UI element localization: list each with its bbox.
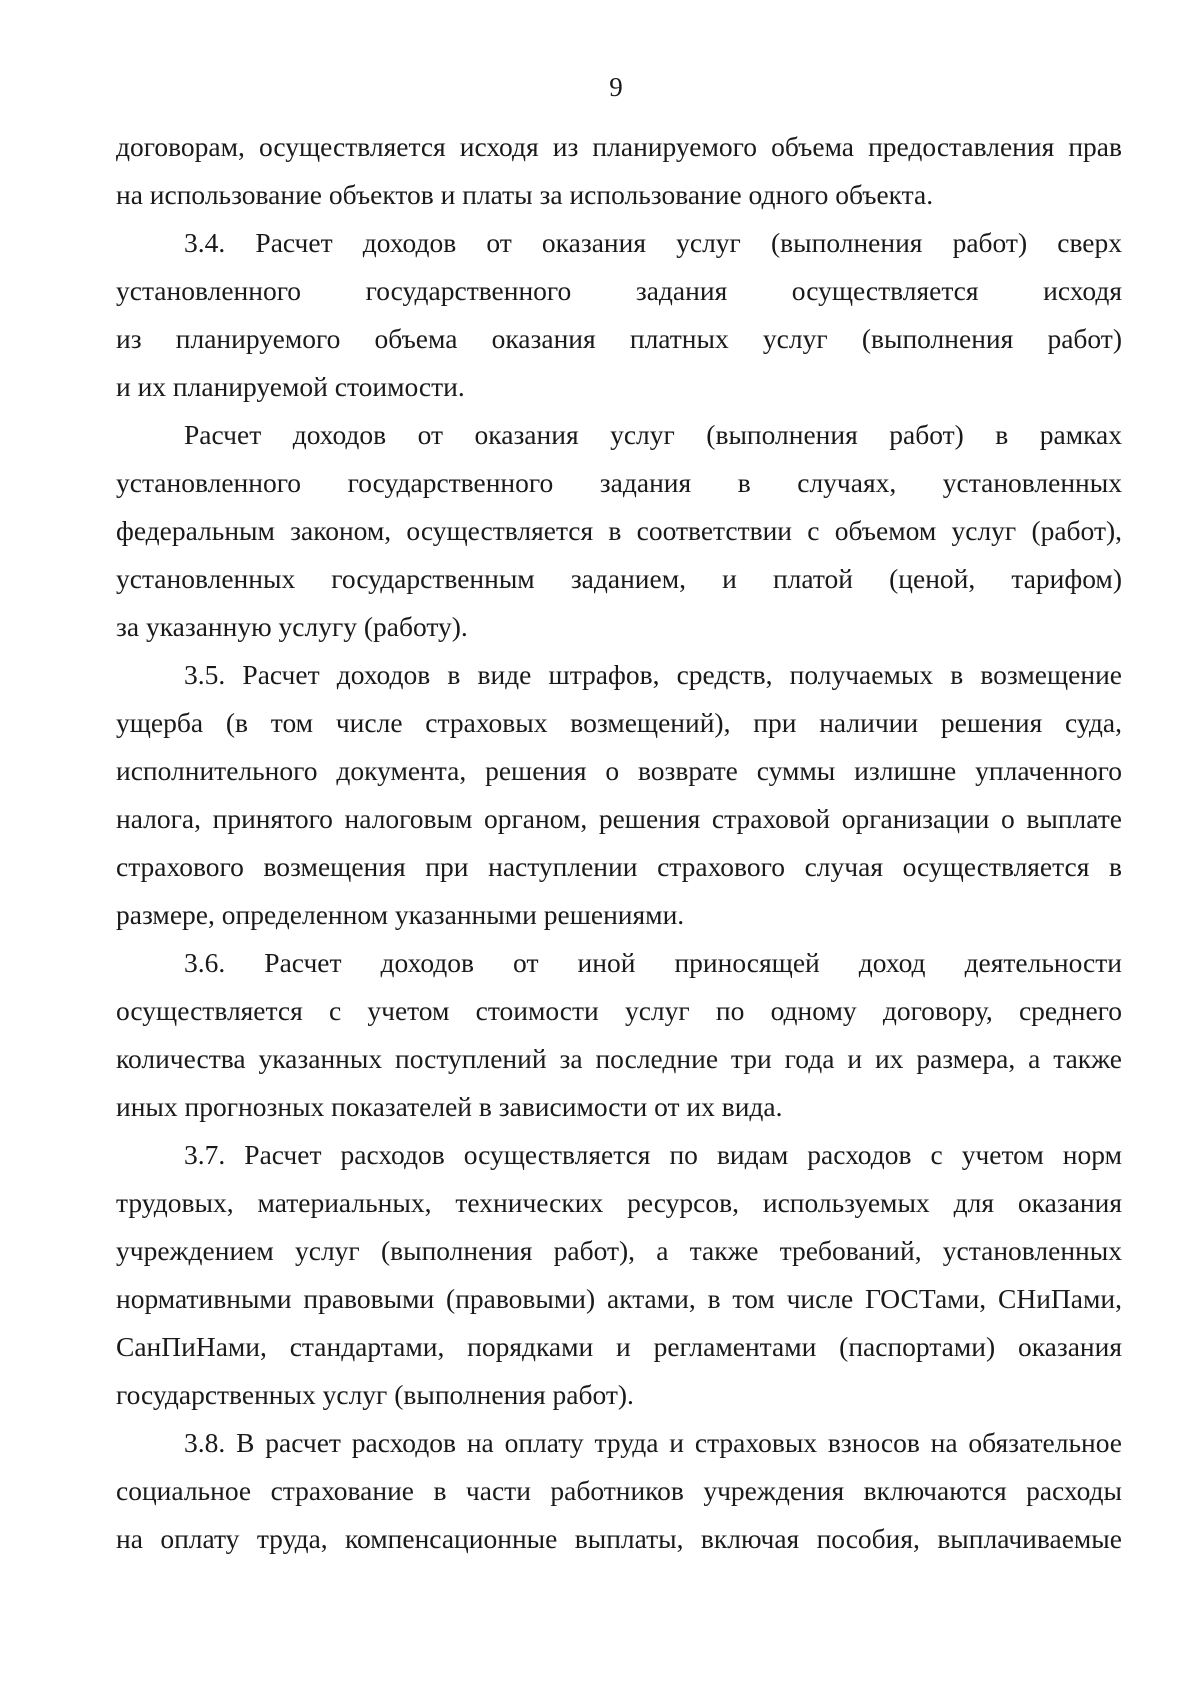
text-line: осуществляется с учетом стоимости услуг по одному договору, среднего — [116, 995, 1122, 1026]
text-line: 3.5. Расчет доходов в виде штрафов, средств, получаемых в возмещение — [184, 659, 1122, 690]
text-line: государственных услуг (выполнения работ). — [116, 1379, 634, 1410]
text-line: 3.7. Расчет расходов осуществляется по видам расходов с учетом норм — [184, 1139, 1122, 1170]
paragraph-continuation — [116, 123, 1122, 219]
text-line: из планируемого объема оказания платных услуг (выполнения работ) — [116, 323, 1122, 354]
text-line: социальное страхование в части работников учреждения включаются расходы — [116, 1475, 1122, 1506]
text-line: 3.4. Расчет доходов от оказания услуг (выполнения работ) сверх — [184, 227, 1122, 258]
paragraph-3-7 — [116, 1131, 1122, 1419]
paragraph-3-8 — [116, 1419, 1122, 1563]
text-line: страхового возмещения при наступлении страхового случая осуществляется в — [116, 851, 1122, 882]
text-line: иных прогнозных показателей в зависимости от их вида. — [116, 1091, 783, 1122]
text-line: установленных государственным заданием, и платой (ценой, тарифом) — [116, 563, 1122, 594]
text-line: 3.6. Расчет доходов от иной приносящей доход деятельности — [184, 947, 1122, 978]
text-line: установленного государственного задания в случаях, установленных — [116, 467, 1122, 498]
text-line: Расчет доходов от оказания услуг (выполнения работ) в рамках — [184, 419, 1122, 450]
text-line: установленного государственного задания осуществляется исходя — [116, 275, 1122, 306]
text-line: на оплату труда, компенсационные выплаты, включая пособия, выплачиваемые — [116, 1523, 1122, 1554]
text-line: 3.8. В расчет расходов на оплату труда и страховых взносов на обязательное — [184, 1427, 1122, 1458]
text-line: на использование объектов и платы за использование одного объекта. — [116, 179, 934, 210]
text-line: трудовых, материальных, технических ресурсов, используемых для оказания — [116, 1187, 1122, 1218]
paragraph-3-4-state-task — [116, 411, 1122, 651]
document-body — [116, 123, 1122, 1563]
text-line: количества указанных поступлений за последние три года и их размера, а также — [116, 1043, 1122, 1074]
text-line: размере, определенном указанными решениями. — [116, 899, 685, 930]
paragraph-3-6 — [116, 939, 1122, 1131]
text-line: федеральным законом, осуществляется в соответствии с объемом услуг (работ), — [116, 515, 1122, 546]
text-line: за указанную услугу (работу). — [116, 611, 468, 642]
text-line: налога, принятого налоговым органом, решения страховой организации о выплате — [116, 803, 1122, 834]
text-line: и их планируемой стоимости. — [116, 371, 465, 402]
text-line: нормативными правовыми (правовыми) актами, в том числе ГОСТами, СНиПами, — [116, 1283, 1122, 1314]
text-line: учреждением услуг (выполнения работ), а также требований, установленных — [116, 1235, 1122, 1266]
text-line: ущерба (в том числе страховых возмещений), при наличии решения суда, — [116, 707, 1122, 738]
text-line: договорам, осуществляется исходя из планируемого объема предоставления прав — [116, 131, 1122, 162]
paragraph-3-5 — [116, 651, 1122, 939]
page-number: 9 — [609, 72, 623, 102]
text-line: СанПиНами, стандартами, порядками и регламентами (паспортами) оказания — [116, 1331, 1122, 1362]
paragraph-3-4 — [116, 219, 1122, 411]
text-line: исполнительного документа, решения о возврате суммы излишне уплаченного — [116, 755, 1122, 786]
